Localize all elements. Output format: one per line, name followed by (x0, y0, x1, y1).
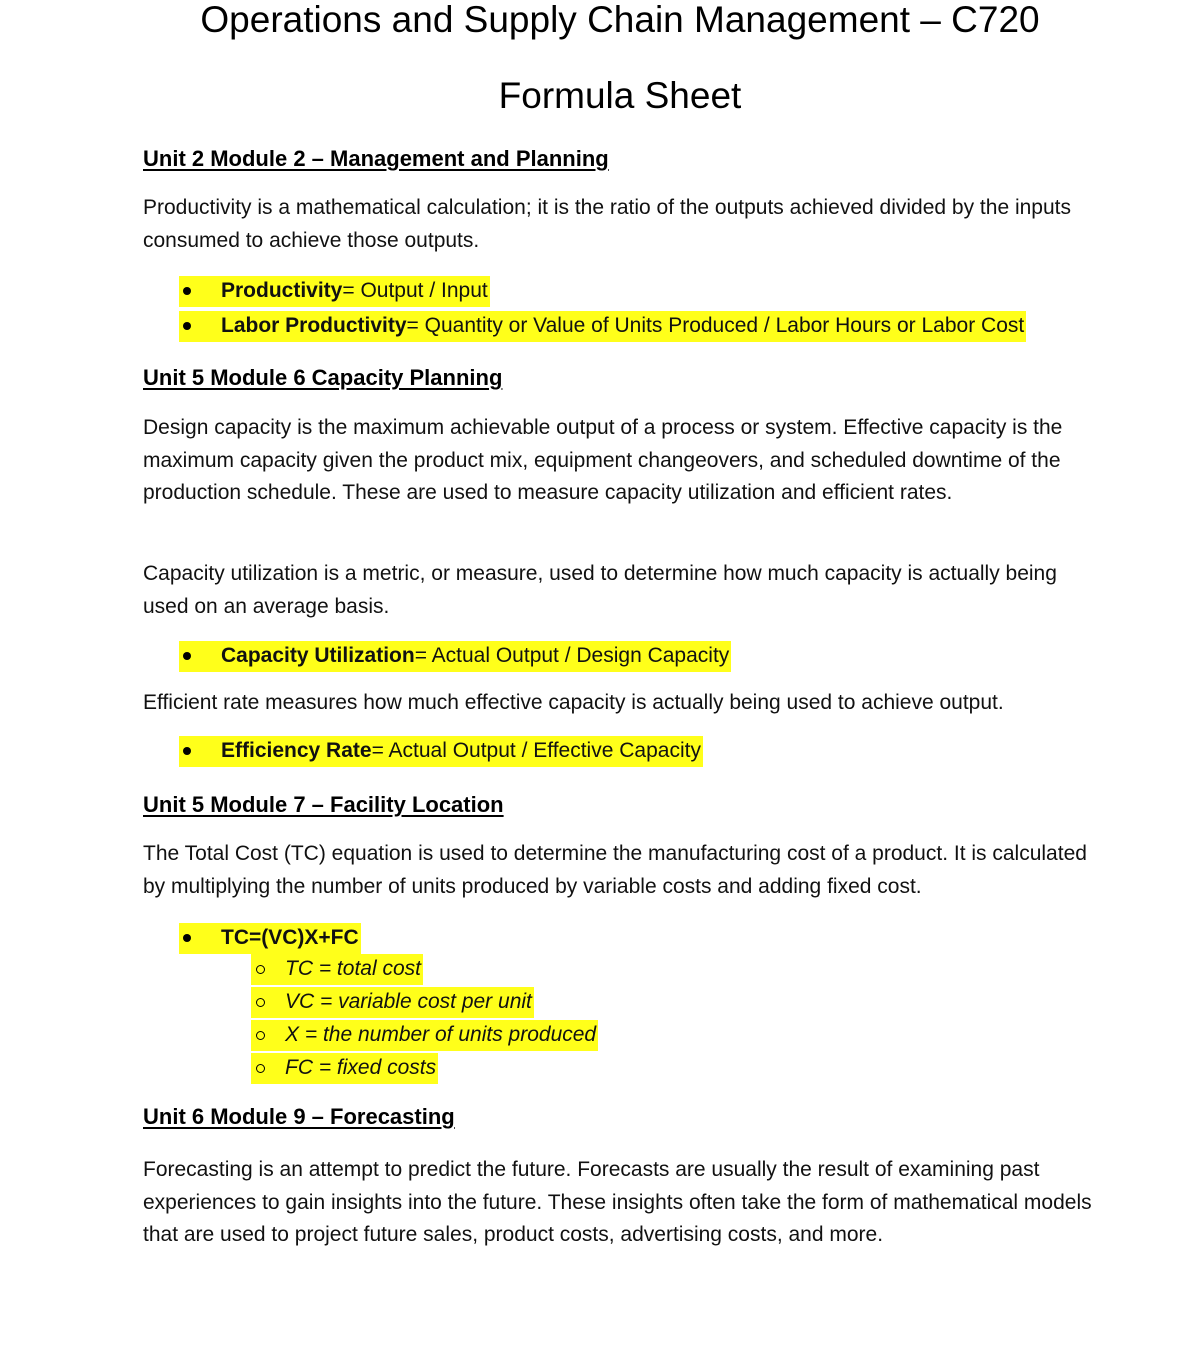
formula-highlight (179, 641, 731, 672)
bullet-icon (183, 934, 191, 942)
formula-label: Capacity Utilization (221, 644, 415, 667)
definition-item (251, 1020, 598, 1053)
formula-text: = Actual Output / Design Capacity (414, 644, 730, 667)
definition-item (251, 987, 598, 1020)
bullet-icon (183, 322, 191, 330)
formula-label: Labor Productivity (221, 314, 407, 337)
document-subtitle: Formula Sheet (498, 75, 742, 116)
sub-bullet-icon (256, 998, 265, 1007)
formula-text: = Actual Output / Effective Capacity (371, 739, 701, 762)
formula-highlight (179, 276, 490, 307)
definition-highlight (251, 1020, 598, 1051)
paragraph-efficient-rate: Efficient rate measures how much effective capacity is actually being used to achieve output. (143, 691, 1004, 714)
sub-bullet-icon (256, 1064, 265, 1073)
sub-bullet-icon (256, 1031, 265, 1040)
paragraph-design-capacity: Design capacity is the maximum achievable output of a process or system. Effective capacity is the maximum capacity given the product mix, equipment changeovers, and scheduled downtime of the production schedule. These are used to measure capacity utilization and efficient rates. (143, 416, 1063, 504)
definition-item (251, 1053, 598, 1086)
section-heading-facility-location: Unit 5 Module 7 – Facility Location (143, 792, 504, 817)
definition-highlight (251, 954, 423, 985)
paragraph-capacity-utilization: Capacity utilization is a metric, or measure, used to determine how much capacity is actually being used on an average basis. (143, 562, 1057, 618)
sub-bullet-icon (256, 965, 265, 974)
formula-text: = Output / Input (342, 279, 488, 302)
formula-label: TC=(VC)X+FC (221, 926, 359, 949)
definition-list (251, 954, 598, 1086)
definition-text: X = the number of units produced (285, 1023, 597, 1046)
definition-text: VC = variable cost per unit (285, 990, 532, 1013)
formula-text: = Quantity or Value of Units Produced / Labor Hours or Labor Cost (406, 314, 1025, 337)
formula-highlight (179, 311, 1026, 342)
section-heading-management-planning: Unit 2 Module 2 – Management and Planning (143, 146, 609, 171)
bullet-icon (183, 652, 191, 660)
paragraph-productivity: Productivity is a mathematical calculation; it is the ratio of the outputs achieved divided by the inputs consumed to achieve those outputs. (143, 196, 1071, 252)
formula-highlight (179, 923, 361, 954)
paragraph-total-cost: The Total Cost (TC) equation is used to determine the manufacturing cost of a product. It is calculated by multiplying the number of units produced by variable costs and adding fixed cost. (143, 842, 1087, 898)
section-heading-forecasting: Unit 6 Module 9 – Forecasting (143, 1104, 455, 1129)
definition-highlight (251, 1053, 438, 1084)
bullet-icon (183, 287, 191, 295)
definition-item (251, 954, 598, 987)
formula-highlight (179, 736, 703, 767)
definition-text: TC = total cost (285, 957, 421, 980)
paragraph-forecasting: Forecasting is an attempt to predict the future. Forecasts are usually the result of examining past experiences to gain insights into the future. These insights often take the form of mathematical models that are used to project future sales, product costs, advertising costs, and more. (143, 1158, 1092, 1246)
bullet-icon (183, 747, 191, 755)
formula-label: Productivity (221, 279, 343, 302)
section-heading-capacity-planning: Unit 5 Module 6 Capacity Planning (143, 365, 503, 390)
definition-text: FC = fixed costs (285, 1056, 437, 1079)
definition-highlight (251, 987, 534, 1018)
document-title: Operations and Supply Chain Management – C720 (200, 0, 1040, 40)
formula-label: Efficiency Rate (221, 739, 372, 762)
